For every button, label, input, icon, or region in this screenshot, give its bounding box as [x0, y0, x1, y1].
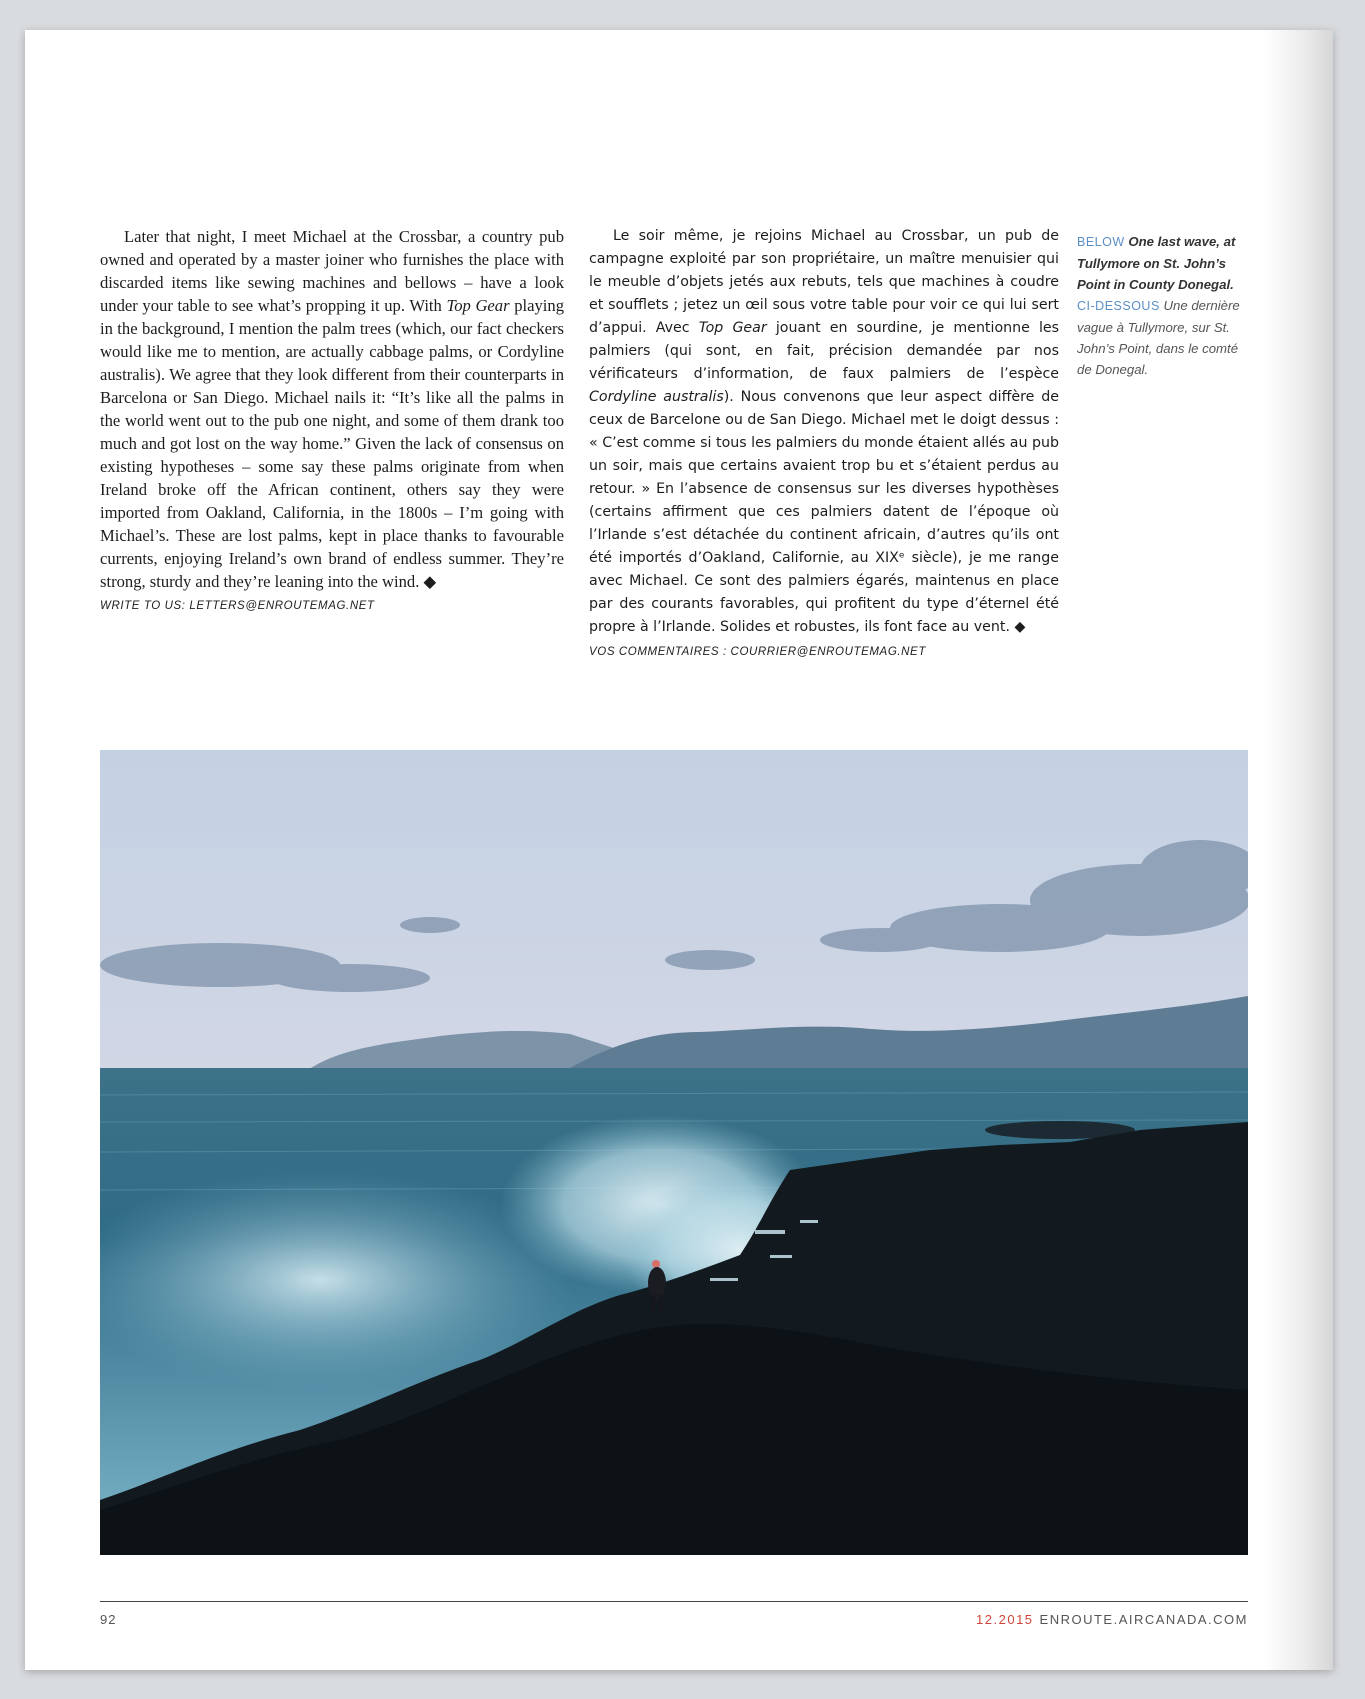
french-signoff: VOS COMMENTAIRES : COURRIER@ENROUTEMAG.NET — [589, 646, 926, 658]
photo-caption — [1077, 231, 1242, 380]
english-signoff: WRITE TO US: LETTERS@ENROUTEMAG.NET — [100, 600, 375, 612]
caption-text-english: One last wave, at Tullymore on St. John’s Point in County Donegal. — [1077, 234, 1236, 292]
website-url: ENROUTE.AIRCANADA.COM — [1039, 1612, 1248, 1627]
article-paragraph-english: Later that night, I meet Michael at the Crossbar, a country pub owned and operated by a master joiner who furnishes the place with discarded items like sewing machines and bellows – have a look under your table to see what’s propping it up. With Top Gear playing in the background, I mention the palm trees (which, our fact checkers would like me to mention, are actually cabbage palms, or Cordyline australis). We agree that they look different from their counterparts in Barcelona or San Diego. Michael nails it: “It’s like all the palms in the world went out to the pub one night, and some of them drank too much and got lost on the way home.” Given the lack of consensus on existing hypotheses – some say these palms originate from when Ireland broke off the African continent, others say they were imported from Oakland, California, in the 1800s – I’m going with Michael’s. These are lost palms, kept in place thanks to favourable currents, enjoying Ireland’s own brand of endless summer. They’re strong, sturdy and they’re leaning into the wind. ◆ — [100, 227, 564, 591]
magazine-page — [25, 30, 1333, 1670]
article-column-french — [589, 225, 1059, 660]
page-curl-shadow — [1263, 30, 1333, 1670]
issue-info — [976, 1612, 1248, 1627]
page-number: 92 — [100, 1612, 117, 1627]
coastal-wave-photo — [100, 750, 1248, 1555]
issue-date: 12.2015 — [976, 1612, 1034, 1627]
footer-divider — [100, 1601, 1248, 1602]
article-column-english — [100, 225, 564, 614]
caption-label-french: CI-DESSOUS — [1077, 299, 1160, 313]
caption-text-french: Une dernière vague à Tullymore, sur St. John’s Point, dans le comté de Donegal. — [1077, 298, 1240, 377]
article-paragraph-french: Le soir même, je rejoins Michael au Crossbar, un pub de campagne exploité par son propriétaire, un maître menuisier qui le meuble d’objets jetés aux rebuts, tels que machines à coudre et soufflets ; jetez un œil sous votre table pour voir ce qui lui sert d’appui. Avec Top Gear jouant en sourdine, je mentionne les palmiers (qui sont, en fait, précision demandée par nos vérificateurs d’information, de faux palmiers de l’espèce Cordyline australis). Nous convenons que leur aspect diffère de ceux de Barcelone ou de San Diego. Michael met le doigt dessus : « C’est comme si tous les palmiers du monde étaient allés au pub un soir, mais que certains avaient trop bu et s’étaient perdus au retour. » En l’absence de consensus sur les diverses hypothèses (certains affirment que ces palmiers datent de l’époque où l’Irlande s’est détachée du continent africain, d’autres qu’ils ont été importés d’Oakland, Californie, au XIXᵉ siècle), je me range avec Michael. Ce sont des palmiers égarés, maintenus en place par des courants favorables, qui profitent du type d’éternel été propre à l’Irlande. Solides et robustes, ils font face au vent. ◆ — [589, 228, 1060, 635]
caption-label-english: BELOW — [1077, 235, 1125, 249]
